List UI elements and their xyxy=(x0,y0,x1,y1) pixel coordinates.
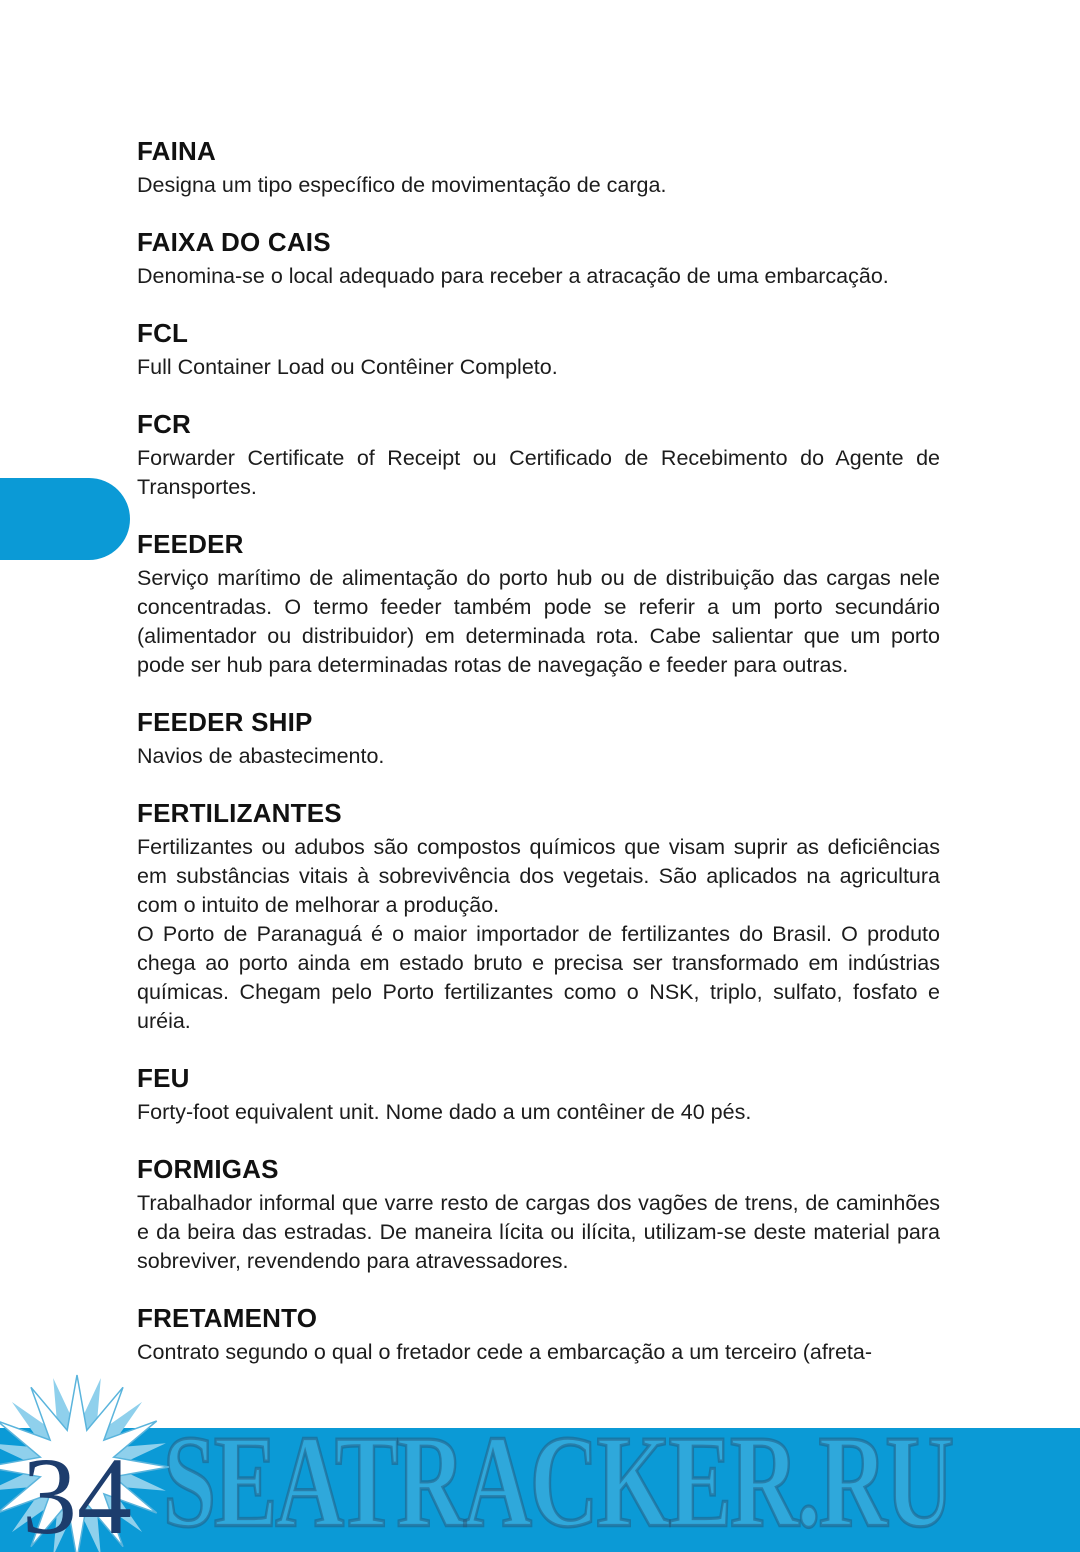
definition-paragraph: Denomina-se o local adequado para receber a atracação de uma embarcação. xyxy=(137,264,889,288)
glossary-definition xyxy=(137,1338,940,1367)
glossary-definition xyxy=(137,353,940,382)
glossary-entry xyxy=(137,1062,940,1127)
definition-paragraph: Forwarder Certificate of Receipt ou Certificado de Recebimento do Agente de Transportes. xyxy=(137,446,940,499)
definition-paragraph: Trabalhador informal que varre resto de cargas dos vagões de trens, de caminhões e da beira das estradas. De maneira lícita ou ilícita, utilizam-se deste material para sobreviver, revendendo para atravessadores. xyxy=(137,1191,940,1273)
glossary-entry xyxy=(137,408,940,502)
section-tab-marker xyxy=(0,478,130,560)
glossary-entry xyxy=(137,226,940,291)
glossary-term: FRETAMENTO xyxy=(137,1303,318,1333)
glossary-term: FERTILIZANTES xyxy=(137,798,342,828)
definition-paragraph: Designa um tipo específico de movimentação de carga. xyxy=(137,173,667,197)
page-number: 34 xyxy=(22,1435,132,1552)
definition-paragraph: Contrato segundo o qual o fretador cede a embarcação a um terceiro (afreta- xyxy=(137,1340,872,1364)
glossary-term: FAIXA DO CAIS xyxy=(137,227,331,257)
glossary-definition xyxy=(137,262,940,291)
glossary-definition xyxy=(137,564,940,680)
glossary-term: FAINA xyxy=(137,136,216,166)
definition-paragraph: Forty-foot equivalent unit. Nome dado a um contêiner de 40 pés. xyxy=(137,1100,752,1124)
glossary-term: FEU xyxy=(137,1063,190,1093)
glossary-term: FCR xyxy=(137,409,192,439)
definition-paragraph: Fertilizantes ou adubos são compostos químicos que visam suprir as deficiências em substâncias vitais à sobrevivência dos vegetais. São aplicados na agricultura com o intuito de melhorar a produção. xyxy=(137,835,940,917)
definition-paragraph: Navios de abastecimento. xyxy=(137,744,385,768)
glossary-entry xyxy=(137,528,940,680)
definition-paragraph: O Porto de Paranaguá é o maior importador de fertilizantes do Brasil. O produto chega ao porto ainda em estado bruto e precisa ser transformado em indústrias químicas. Chegam pelo Porto fertilizantes como o NSK, triplo, sulfato, fosfato e uréia. xyxy=(137,922,940,1033)
glossary-definition xyxy=(137,1189,940,1276)
glossary-entry xyxy=(137,135,940,200)
glossary-entry xyxy=(137,1302,940,1367)
glossary-entry xyxy=(137,706,940,771)
glossary-definition xyxy=(137,833,940,1036)
glossary-definition xyxy=(137,1098,940,1127)
glossary-list xyxy=(137,135,940,1367)
definition-paragraph: Full Container Load ou Contêiner Completo. xyxy=(137,355,558,379)
glossary-term: FEEDER SHIP xyxy=(137,707,313,737)
glossary-term: FORMIGAS xyxy=(137,1154,279,1184)
glossary-term: FEEDER xyxy=(137,529,244,559)
glossary-entry xyxy=(137,1153,940,1276)
definition-paragraph: Serviço marítimo de alimentação do porto hub ou de distribuição das cargas nele concentradas. O termo feeder também pode se referir a um porto secundário (alimentador ou distribuidor) em determinada rota. Cabe salientar que um porto pode ser hub para determinadas rotas de navegação e feeder para outras. xyxy=(137,566,940,677)
glossary-definition xyxy=(137,742,940,771)
glossary-entry xyxy=(137,317,940,382)
glossary-entry xyxy=(137,797,940,1036)
glossary-definition xyxy=(137,171,940,200)
glossary-definition xyxy=(137,444,940,502)
glossary-term: FCL xyxy=(137,318,189,348)
